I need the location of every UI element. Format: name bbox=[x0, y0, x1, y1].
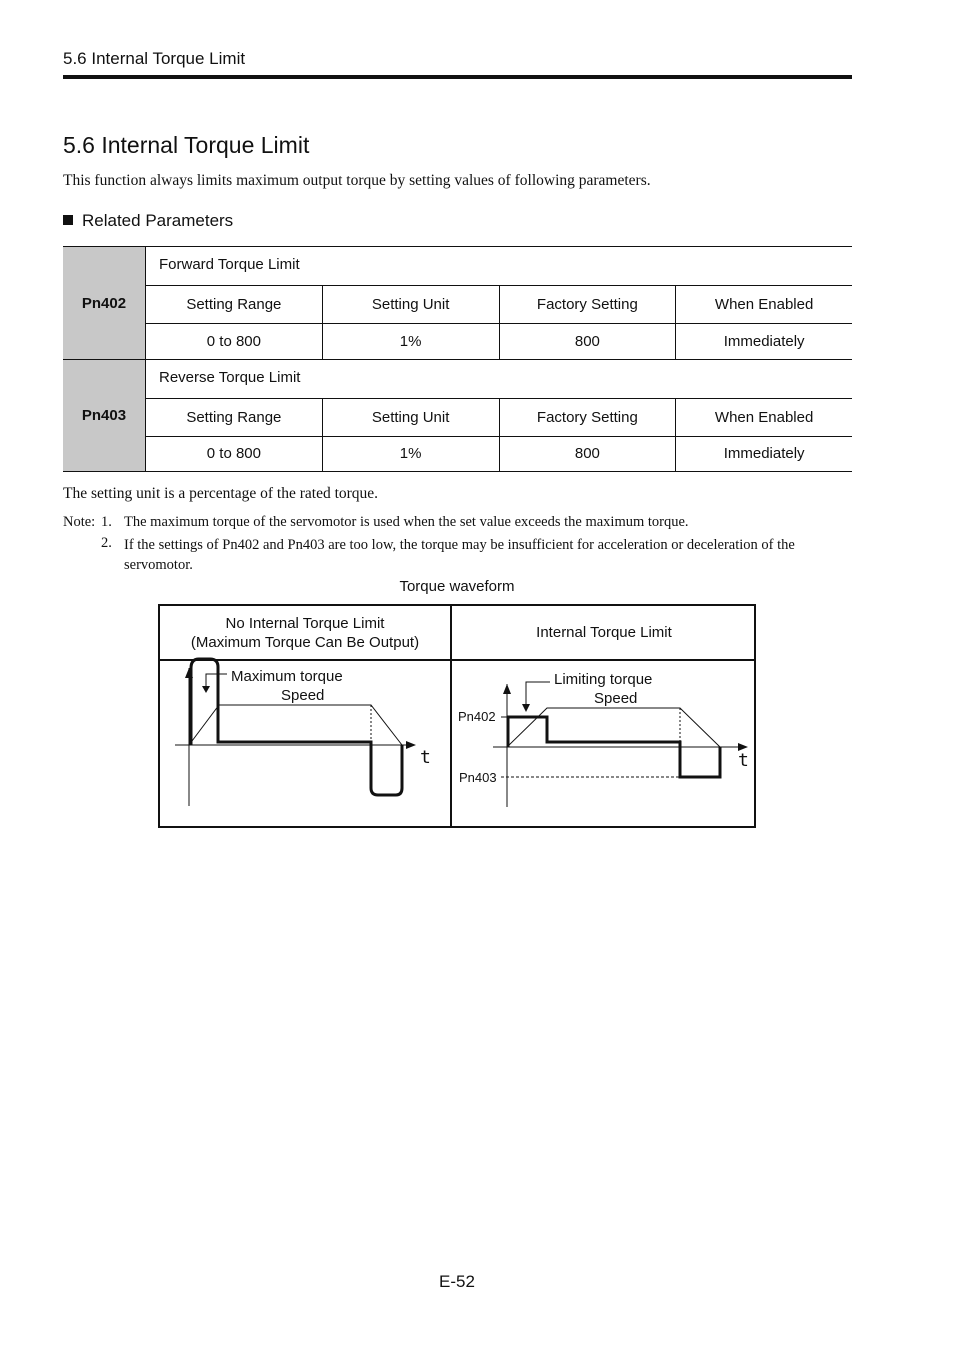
setting-unit-note: The setting unit is a percentage of the rated torque. bbox=[63, 485, 379, 502]
value-when-enabled: Immediately bbox=[675, 436, 852, 471]
pn403-label: Pn403 bbox=[459, 770, 497, 785]
parameter-name: Forward Torque Limit bbox=[159, 256, 300, 273]
left-waveform-panel bbox=[175, 659, 431, 806]
pn402-label: Pn402 bbox=[458, 709, 496, 724]
note-label: Note: bbox=[63, 514, 96, 530]
value-when-enabled: Immediately bbox=[675, 323, 852, 359]
parameter-value-row bbox=[146, 436, 852, 471]
parameter-code: Pn402 bbox=[63, 247, 146, 359]
header-when-enabled: When Enabled bbox=[675, 399, 852, 436]
right-time-label: t bbox=[738, 750, 749, 771]
limiting-torque-label: Limiting torque bbox=[554, 671, 653, 688]
value-setting-range: 0 to 800 bbox=[206, 445, 261, 462]
parameter-value-row bbox=[146, 323, 852, 359]
parameter-group-pn403 bbox=[63, 359, 852, 472]
section-title: 5.6 Internal Torque Limit bbox=[63, 132, 310, 158]
square-bullet-icon bbox=[63, 215, 73, 225]
max-torque-label: Maximum torque bbox=[231, 668, 343, 685]
right-vertical-arrow bbox=[503, 684, 511, 694]
header-setting-range: Setting Range bbox=[186, 296, 282, 313]
note-number: 1. bbox=[101, 514, 112, 530]
right-waveform-panel bbox=[458, 671, 749, 807]
left-time-label: t bbox=[420, 747, 431, 768]
parameter-header-row bbox=[146, 398, 852, 437]
header-rule bbox=[63, 75, 852, 79]
left-speed-curve bbox=[189, 705, 402, 745]
parameter-code: Pn403 bbox=[63, 360, 146, 471]
right-column-header: Internal Torque Limit bbox=[536, 624, 672, 641]
figure-caption: Torque waveform bbox=[399, 578, 515, 595]
value-setting-range: 0 to 800 bbox=[206, 332, 261, 350]
limiting-torque-arrow bbox=[522, 704, 530, 712]
value-setting-unit: 1% bbox=[322, 436, 499, 471]
parameter-group-pn402 bbox=[63, 246, 852, 359]
left-header-line2: (Maximum Torque Can Be Output) bbox=[190, 633, 420, 651]
max-torque-arrow bbox=[202, 686, 210, 693]
note-text: If the settings of Pn402 and Pn403 are too low, the torque may be insufficient for acceleration or deceleration of the servomotor. bbox=[124, 537, 795, 573]
header-setting-unit: Setting Unit bbox=[322, 399, 499, 436]
related-parameters-label: Related Parameters bbox=[82, 211, 234, 230]
header-factory-setting: Factory Setting bbox=[499, 286, 676, 323]
parameter-header-row bbox=[146, 285, 852, 324]
left-speed-label: Speed bbox=[281, 687, 325, 704]
parameter-name: Reverse Torque Limit bbox=[159, 369, 301, 386]
header-setting-unit: Setting Unit bbox=[322, 286, 499, 323]
header-when-enabled: When Enabled bbox=[675, 286, 852, 323]
parameter-table bbox=[63, 246, 852, 472]
page-number: E-52 bbox=[439, 1272, 475, 1291]
running-header: 5.6 Internal Torque Limit bbox=[63, 49, 246, 68]
left-header-line1: No Internal Torque Limit bbox=[225, 614, 385, 632]
intro-paragraph: This function always limits maximum output torque by setting values of following parameters. bbox=[63, 172, 651, 189]
value-factory-setting: 800 bbox=[499, 323, 676, 359]
right-speed-label: Speed bbox=[594, 690, 638, 707]
torque-waveform-figure bbox=[158, 604, 756, 828]
value-factory-setting: 800 bbox=[499, 436, 676, 471]
header-factory-setting: Factory Setting bbox=[499, 399, 676, 436]
related-parameters-heading bbox=[63, 211, 233, 231]
limiting-torque-leader bbox=[526, 682, 550, 705]
note-number: 2. bbox=[101, 535, 112, 551]
waveform-diagram bbox=[160, 606, 754, 826]
header-setting-range: Setting Range bbox=[186, 409, 282, 426]
note-text: The maximum torque of the servomotor is used when the set value exceeds the maximum torque. bbox=[124, 514, 689, 530]
left-time-arrow bbox=[406, 741, 416, 749]
value-setting-unit: 1% bbox=[322, 323, 499, 359]
